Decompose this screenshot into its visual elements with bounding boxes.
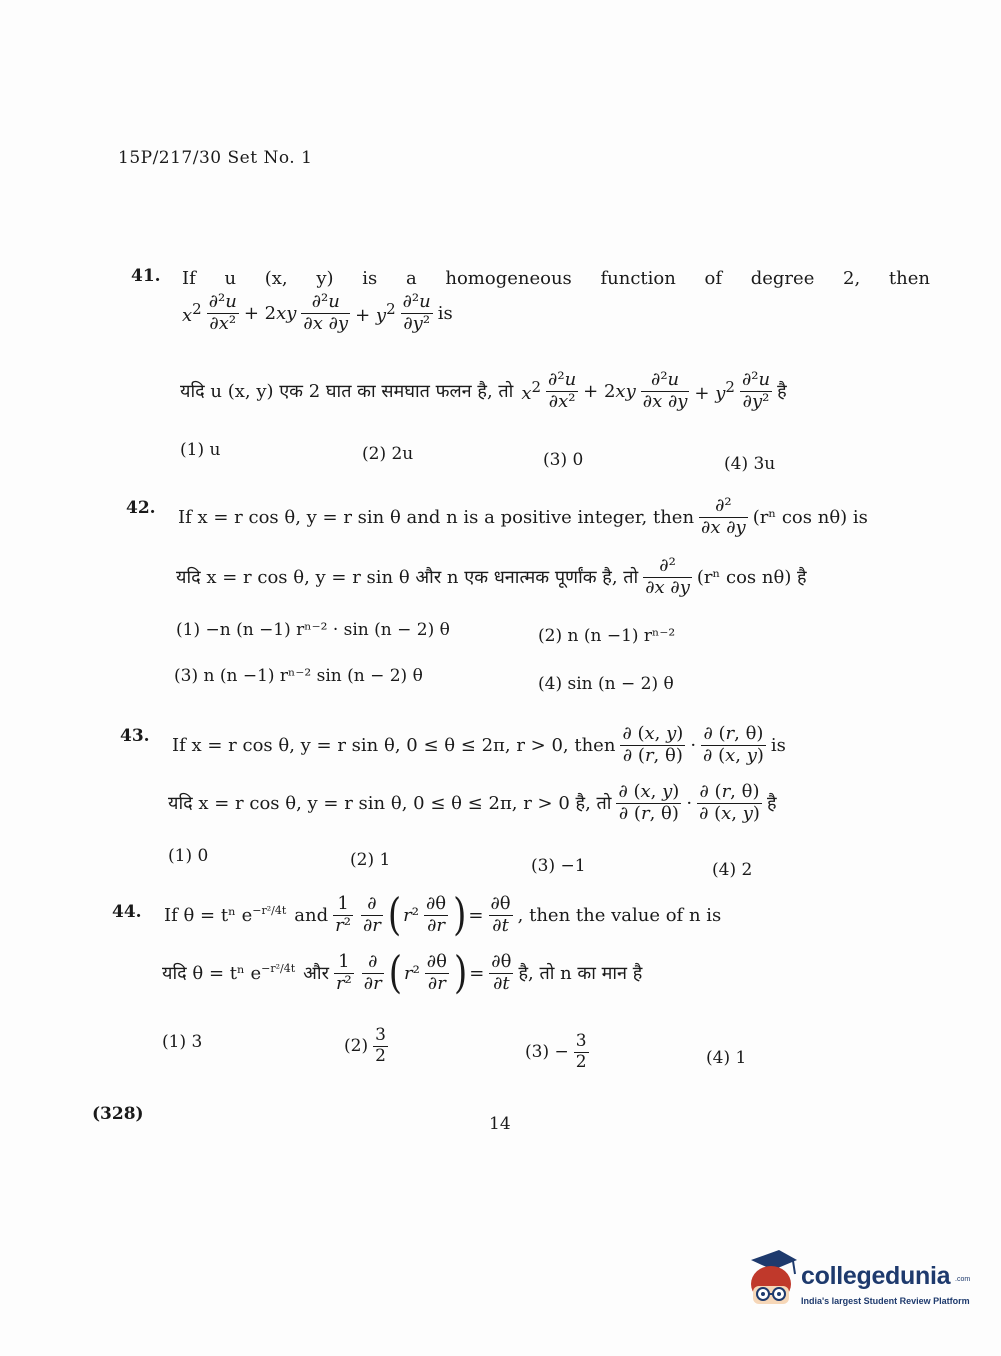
logo-suffix: .com bbox=[955, 1276, 971, 1283]
question-expression: $x^2$ $\frac{\text{∂²u}}{\text{∂x²}}$ + 2xy $\frac{\text{∂²u}}{\partial x \partial y}$ + $y^2$ $\frac{\text{∂²u}}{\text{∂y²}}$ is bbox=[182, 291, 453, 334]
option-1: (1) 3 bbox=[162, 1032, 203, 1052]
question-number: 43. bbox=[120, 726, 150, 746]
option-4: (4) 2 bbox=[712, 860, 753, 880]
option-3: (3) 0 bbox=[543, 450, 584, 470]
paper-code: 15P/217/30 Set No. 1 bbox=[118, 148, 313, 168]
logo-brand: collegedunia bbox=[801, 1262, 951, 1290]
option-1: (1) −n (n −1) rⁿ⁻² · sin (n − 2) θ bbox=[176, 620, 450, 640]
option-1: (1) 0 bbox=[168, 846, 209, 866]
option-2: (2) 1 bbox=[350, 850, 391, 870]
question-text-en: If u (x, y) is a homogeneous function of degree 2, then bbox=[182, 268, 930, 289]
question-number: 42. bbox=[126, 498, 156, 518]
question-text-hi: यदि u (x, y) एक 2 घात का समघात फलन है, तो $x^2$ $\frac{\text{∂²u}}{\text{∂x²}}$ + 2xy $\frac{\text{∂²u}}{\partial x \partial y}$ + $y^2$ $\frac{\text{∂²u}}{\text{∂y²}}$ है bbox=[180, 369, 787, 412]
option-3: (3) n (n −1) rⁿ⁻² sin (n − 2) θ bbox=[174, 666, 423, 686]
question-text-hi: यदि x = r cos θ, y = r sin θ, 0 ≤ θ ≤ 2π, r > 0 है, तो $\frac{\partial (x, y)}{\partial (r, \theta)}$ · $\frac{\partial (r, \theta)}{\partial (x, y)}$ है bbox=[168, 781, 777, 824]
option-4: (4) sin (n − 2) θ bbox=[538, 674, 674, 694]
question-number: 44. bbox=[112, 902, 142, 922]
option-1: (1) u bbox=[180, 440, 221, 460]
option-4: (4) 3u bbox=[724, 454, 776, 474]
mascot-icon bbox=[743, 1248, 801, 1310]
is-label: is bbox=[437, 302, 453, 324]
question-text-en: If x = r cos θ, y = r sin θ and n is a positive integer, then $\frac{\text{∂²}}{\partial x \partial y}$ (rⁿ cos nθ) is bbox=[178, 495, 868, 538]
question-text-hi: यदि θ = tⁿ $e^{-r^2/4t}$ और $\frac{1}{\text{r²}}$ $\frac{\partial}{\partial r}$ ( r² $\frac{\partial\theta}{\partial r}$ ) = $\frac{\partial\theta}{\partial t}$ है, तो n का मान है bbox=[162, 947, 643, 1000]
option-2: (2) 2u bbox=[362, 444, 414, 464]
option-3: (3) − $\frac{3}{2}$ bbox=[525, 1031, 587, 1072]
footer-code: (328) bbox=[92, 1104, 144, 1124]
question-text-en: If θ = tⁿ $e^{-r^2/4t}$ and $\frac{1}{\text{r²}}$ $\frac{\partial}{\partial r}$ ( r² $\frac{\partial\theta}{\partial r}$ ) = $\frac{\partial\theta}{\partial t}$ , then the value of n is bbox=[164, 889, 722, 942]
option-2: (2) $\frac{3}{2}$ bbox=[344, 1025, 386, 1066]
page-number: 14 bbox=[489, 1114, 511, 1134]
question-text-en: If x = r cos θ, y = r sin θ, 0 ≤ θ ≤ 2π, r > 0, then $\frac{\partial (x, y)}{\partial (r, \theta)}$ · $\frac{\partial (r, \theta)}{\partial (x, y)}$ is bbox=[172, 723, 786, 766]
logo-tagline: India's largest Student Review Platform bbox=[801, 1296, 970, 1306]
option-4: (4) 1 bbox=[706, 1048, 747, 1068]
option-3: (3) −1 bbox=[531, 856, 586, 876]
option-2: (2) n (n −1) rⁿ⁻² bbox=[538, 626, 676, 646]
question-number: 41. bbox=[131, 266, 161, 286]
question-text-hi: यदि x = r cos θ, y = r sin θ और n एक धनात्मक पूर्णांक है, तो $\frac{\text{∂²}}{\partial x \partial y}$ (rⁿ cos nθ) है bbox=[176, 555, 807, 598]
collegedunia-logo bbox=[743, 1248, 971, 1318]
